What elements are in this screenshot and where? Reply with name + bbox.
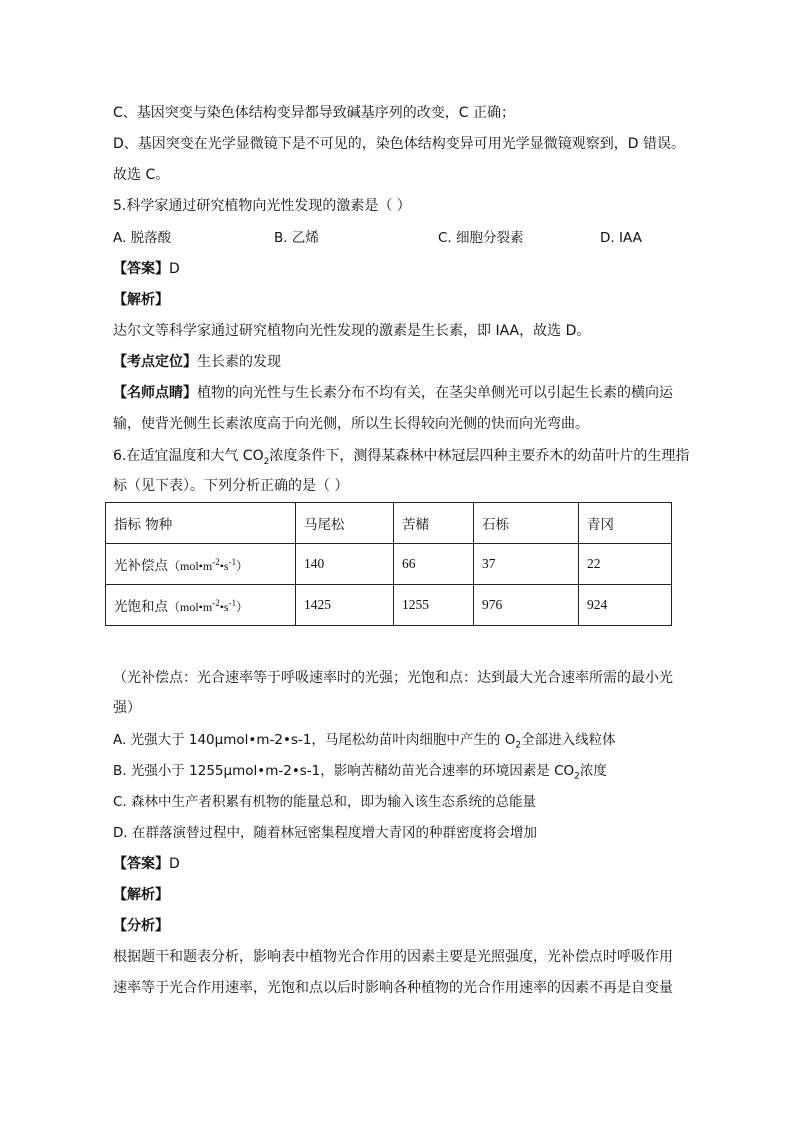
- answer-value: D: [169, 856, 180, 872]
- row-label-text: 光饱和点: [114, 599, 168, 615]
- answer-label: 【答案】: [113, 261, 169, 277]
- physiology-table: [105, 502, 672, 626]
- unit-part: ）: [236, 600, 249, 614]
- q6-fenxi-line1: 根据题干和题表分析，影响表中植物光合作用的因素主要是光照强度，光补偿点时呼吸作用: [113, 949, 673, 965]
- table-row: [106, 585, 672, 626]
- table-cell: 140: [296, 544, 394, 585]
- q6-option-b: [113, 761, 607, 781]
- kaodian-text: 生长素的发现: [197, 354, 281, 370]
- q4-conclusion: 故选 C。: [113, 167, 170, 183]
- unit-part: （mol•m: [168, 600, 213, 614]
- q4-option-c-explanation: C、基因突变与染色体结构变异都导致碱基序列的改变，C 正确；: [113, 105, 515, 121]
- table-cell: 976: [474, 585, 579, 626]
- table-cell: 1425: [296, 585, 394, 626]
- stem-text-a: 6.在适宜温度和大气 CO: [113, 448, 264, 464]
- q5-option-a: A. 脱落酸: [113, 230, 172, 246]
- q5-option-c: C. 细胞分裂素: [438, 230, 524, 246]
- header-species: 青冈: [579, 503, 672, 544]
- answer-label: 【答案】: [113, 856, 169, 872]
- kaodian-label: 【考点定位】: [113, 354, 197, 370]
- q6-analysis-label: 【解析】: [113, 887, 169, 903]
- unit-part: •s: [219, 559, 229, 573]
- table-row: [106, 544, 672, 585]
- header-species: 苦槠: [394, 503, 474, 544]
- table-cell: 66: [394, 544, 474, 585]
- q5-option-d: D. IAA: [600, 230, 642, 246]
- q4-option-d-explanation: D、基因突变在光学显微镜下是不可见的，染色体结构变异可用光学显微镜观察到，D 错误。: [113, 136, 686, 152]
- q5-analysis: 达尔文等科学家通过研究植物向光性发现的激素是生长素，即 IAA，故选 D。: [113, 323, 591, 339]
- unit-exp: -2: [212, 598, 220, 608]
- q6-note-line1: （光补偿点：光合速率等于呼吸速率时的光强；光饱和点：达到最大光合速率所需的最小光: [113, 670, 673, 686]
- unit-exp: -1: [228, 557, 237, 567]
- co2-subscript: 2: [263, 456, 270, 467]
- header-species: 马尾松: [296, 503, 394, 544]
- header-species: 石栎: [474, 503, 579, 544]
- table-cell: 1255: [394, 585, 474, 626]
- option-text: 全部进入线粒体: [521, 732, 616, 748]
- unit-part: •s: [219, 600, 229, 614]
- q5-question: 5.科学家通过研究植物向光性发现的激素是（ ）: [113, 198, 411, 214]
- q5-analysis-label: 【解析】: [113, 292, 169, 308]
- row-label-saturation: [106, 585, 296, 626]
- header-index-species: 指标 物种: [106, 503, 296, 544]
- option-text: 浓度: [579, 763, 607, 779]
- o2-subscript: 2: [515, 740, 522, 751]
- answer-value: D: [169, 261, 180, 277]
- q5-mingshi-line2: 输，使背光侧生长素浓度高于向光侧，所以生长得较向光侧的快而向光弯曲。: [113, 416, 589, 432]
- mingshi-text: 植物的向光性与生长素分布不均有关，在茎尖单侧光可以引起生长素的横向运: [197, 385, 673, 401]
- row-label-compensation: [106, 544, 296, 585]
- q5-answer: [113, 259, 180, 279]
- q6-stem-line1: [113, 446, 689, 466]
- unit-exp: -2: [212, 557, 220, 567]
- q6-fenxi-line2: 速率等于光合作用速率，光饱和点以后时影响各种植物的光合作用速率的因素不再是自变量: [113, 980, 673, 996]
- unit-part: （mol•m: [168, 559, 213, 573]
- table-header-row: [106, 503, 672, 544]
- q6-note-line2: 强）: [113, 700, 141, 716]
- row-unit: [168, 600, 248, 614]
- row-label-text: 光补偿点: [114, 558, 168, 574]
- q6-answer: [113, 854, 180, 874]
- row-unit: [168, 559, 248, 573]
- q6-stem-line2: 标（见下表）。下列分析正确的是（ ）: [113, 478, 349, 494]
- q6-option-d: D. 在群落演替过程中，随着林冠密集程度增大青冈的种群密度将会增加: [113, 825, 537, 841]
- table-cell: 37: [474, 544, 579, 585]
- unit-exp: -1: [228, 598, 237, 608]
- unit-part: ）: [236, 559, 249, 573]
- q5-mingshi-line1: [113, 383, 673, 403]
- q5-option-b: B. 乙烯: [274, 230, 319, 246]
- stem-text-b: 浓度条件下，测得某森林中林冠层四种主要乔木的幼苗叶片的生理指: [269, 448, 690, 464]
- option-text: B. 光强小于 1255μmol•m-2•s-1，影响苦槠幼苗光合速率的环境因素是 CO: [113, 763, 575, 779]
- option-text: A. 光强大于 140μmol•m-2•s-1，马尾松幼苗叶肉细胞中产生的 O: [113, 732, 516, 748]
- mingshi-label: 【名师点睛】: [113, 385, 197, 401]
- table-cell: 22: [579, 544, 672, 585]
- q6-option-c: C. 森林中生产者积累有机物的能量总和，即为输入该生态系统的总能量: [113, 794, 537, 810]
- q6-option-a: [113, 730, 616, 750]
- q6-fenxi-label: 【分析】: [113, 918, 169, 934]
- q5-kaodian: [113, 352, 281, 372]
- co2-subscript: 2: [574, 771, 580, 782]
- table-cell: 924: [579, 585, 672, 626]
